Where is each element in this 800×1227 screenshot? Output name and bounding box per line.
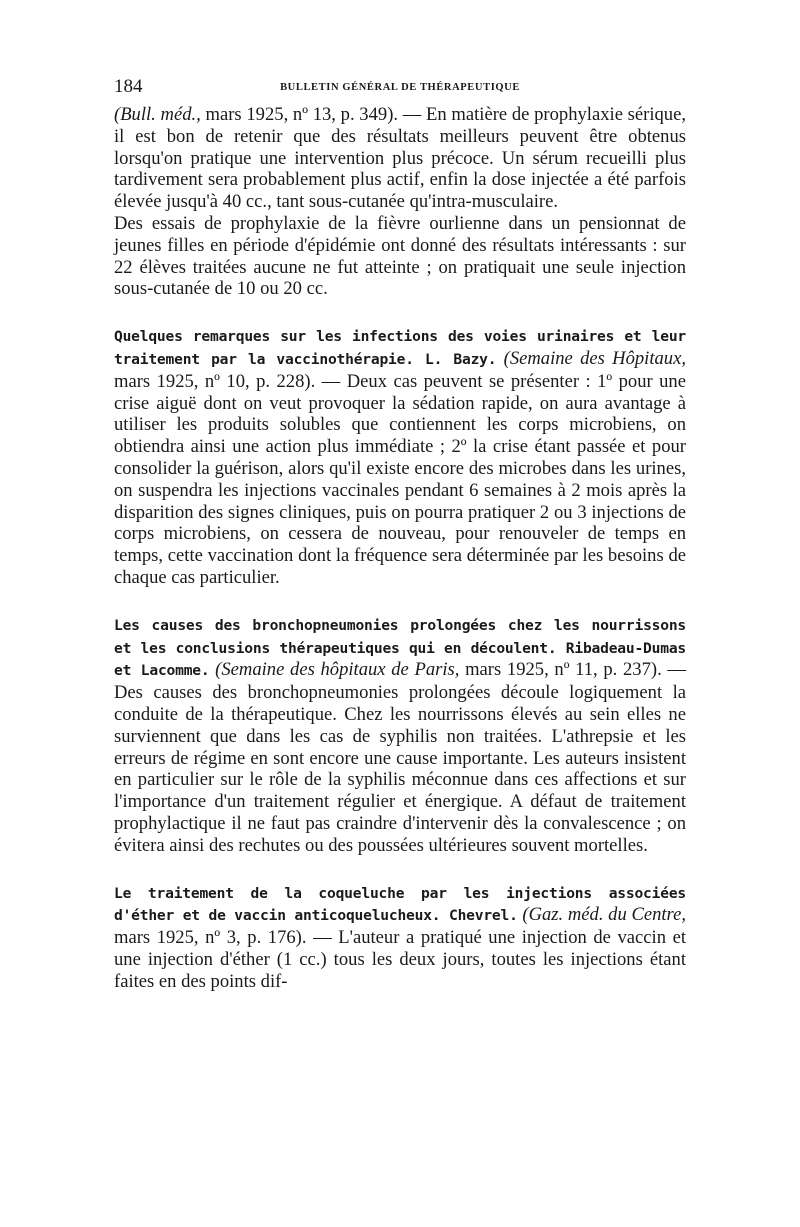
article-authors: L. Bazy.	[413, 350, 497, 368]
article-journal: (Gaz. méd. du Centre,	[522, 904, 687, 926]
article-authors: Ribadeau-Dumas et Lacomme.	[114, 639, 686, 680]
article-authors: Chevrel.	[440, 907, 518, 925]
intro-paragraph-2: Des essais de prophylaxie de la fièvre ourlienne dans un pensionnat de jeunes filles en période d'épidémie ont donné des résultats intéressants : sur 22 élèves traitées aucune ne fut atteinte ; on pratiquait une seule injection sous-cutanée de 10 ou 20 cc.	[114, 212, 686, 300]
running-head: BULLETIN GÉNÉRAL DE THÉRAPEUTIQUE	[280, 82, 520, 93]
article-body: mars 1925, nº 11, p. 237). — Des causes des bronchopneumonies prolongées découle logiquement la conduite de la thérapeutique. Chez les nourrissons élevés au sein elles ne surviennent que dans les cas de syphilis non traitées. L'athrepsie et les erreurs de régime en sont encore une cause importante. Les auteurs insistent en particulier sur le rôle de la syphilis méconnue dans ces affections et sur l'importance d'un traitement régulier et énergique. A défaut de traitement prophylactique il ne faut pas craindre d'intervenir dès la convalescence ; on évitera ainsi des rechutes ou des poussées ultérieures souvent mortelles.	[114, 659, 687, 856]
intro-paragraph	[114, 104, 686, 213]
article-journal: (Semaine des Hôpitaux,	[503, 347, 686, 369]
abstract-bronchopneumonia	[114, 614, 686, 857]
intro-text: mars 1925, nº 13, p. 349). — En matière de prophylaxie sérique, il est bon de retenir que des résultats meilleurs peuvent être obtenus lorsqu'on pratique une intervention plus précoce. Un sérum recueilli plus tardivement sera probablement plus actif, enfin la dose injectée a été parfois élevée jusqu'à 40 cc., tant sous-cutanée qu'intra-musculaire.	[114, 104, 686, 213]
article-body: mars 1925, nº 3, p. 176). — L'auteur a pratiqué une injection de vaccin et une injection d'éther (1 cc.) tous les deux jours, toutes les injections étant faites en des points dif-	[114, 927, 686, 992]
page-number: 184	[114, 76, 143, 97]
abstract-urinary-infections	[114, 325, 686, 589]
article-journal: (Semaine des hôpitaux de Paris,	[215, 659, 460, 681]
page-header	[114, 70, 686, 104]
article-title: Le traitement de la coqueluche par les injections associées d'éther et de vaccin anticoquelucheux.	[114, 884, 686, 925]
abstract-whooping-cough	[114, 882, 686, 993]
document-page	[114, 70, 686, 992]
intro-citation: (Bull. méd.,	[114, 104, 201, 125]
article-title: Quelques remarques sur les infections des voies urinaires et leur traitement par la vaccinothérapie.	[114, 328, 686, 368]
article-title: Les causes des bronchopneumonies prolongées chez les nourrissons et les conclusions thérapeutiques qui en découlent.	[114, 616, 686, 657]
article-body: mars 1925, nº 10, p. 228). — Deux cas peuvent se présenter : 1º pour une crise aiguë dont on veut provoquer la sédation rapide, on aura avantage à utiliser les produits solubles que contiennent les corps microbiens, on obtiendra ainsi une action plus immédiate ; 2º la crise étant passée et pour consolider la guérison, alors qu'il existe encore des microbes dans les urines, on suspendra les injections vaccinales pendant 6 semaines à 2 mois après la disparition des signes cliniques, puis on pourra pratiquer 2 ou 3 injections de corps microbiens, on cessera de nouveau, pour renouveler de temps en temps, cette vaccination dont la fréquence sera déterminée par les besoins de chaque cas particulier.	[114, 370, 686, 588]
